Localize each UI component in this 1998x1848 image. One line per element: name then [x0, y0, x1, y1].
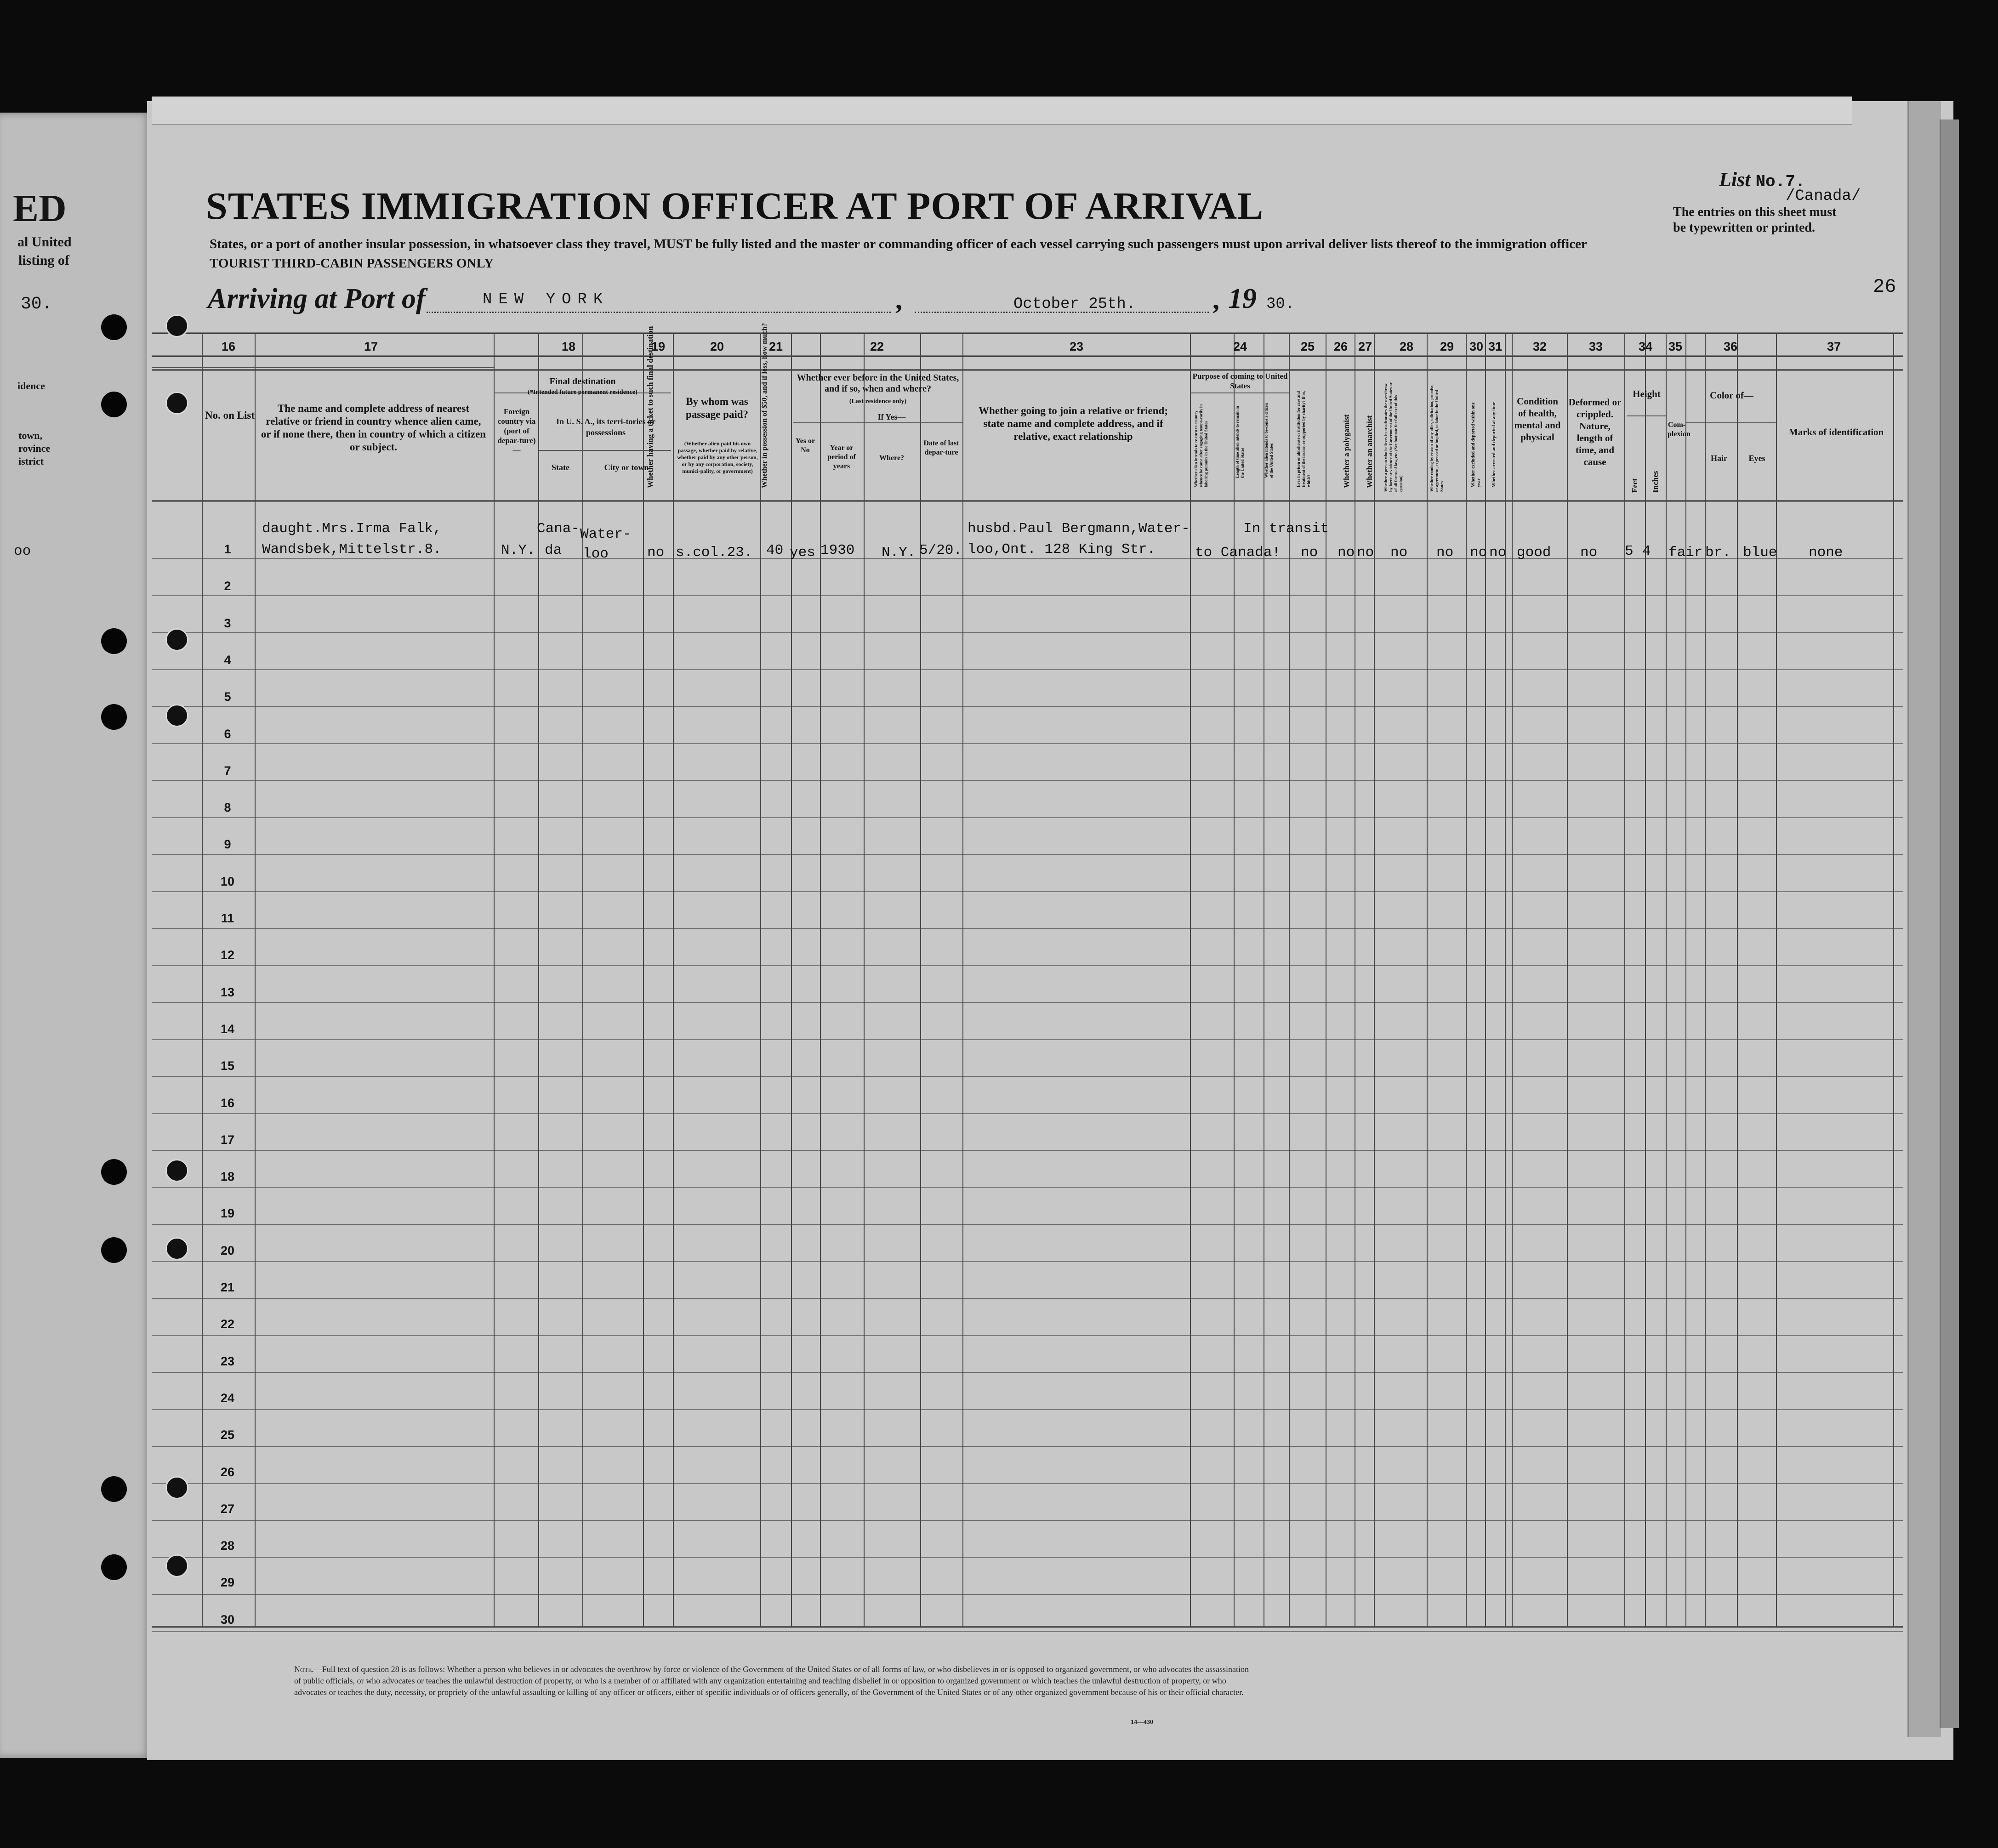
column-number: 23 — [1069, 340, 1084, 353]
left-page-year: 30. — [21, 294, 52, 314]
col36-eyes-header: Eyes — [1748, 454, 1765, 463]
purpose-line2: to Canada! — [1195, 545, 1281, 561]
column-number: 16 — [221, 340, 236, 353]
row-number: 3 — [224, 616, 231, 630]
col22-ifyes: If Yes— — [877, 412, 906, 421]
col24a-header: Whether alien intends to re-turn to country whence he came after engaging tempo-rarily in laboring pursuits in the United States — [1194, 404, 1208, 487]
purpose-line1: In transit — [1243, 521, 1329, 537]
form-number: 14—430 — [1131, 1719, 1153, 1726]
where-value: N.Y. — [882, 545, 916, 561]
column-number: 19 — [651, 340, 666, 353]
departure-date-value: 5/20. — [919, 542, 962, 558]
eyes-value: blue — [1743, 545, 1777, 561]
punch-hole — [101, 1237, 127, 1263]
row-number: 6 — [224, 727, 231, 741]
col18-city-header: City or town — [604, 463, 649, 472]
relative-address-line2: Wandsbek,Mittelstr.8. — [262, 541, 442, 557]
feet-value: 5 — [1625, 543, 1634, 559]
port-dotted-line — [427, 312, 891, 313]
col25-header: Ever in prison or almshouse or institution for care and treatment of the insane, or supported by charity? If so, which? — [1296, 391, 1311, 487]
port-value: NEW YORK — [483, 291, 609, 308]
join-relative-line2: loo,Ont. 128 King Str. — [968, 541, 1156, 557]
sheet-edge-under — [1940, 119, 1959, 1728]
city-value-line2: loo — [583, 546, 609, 562]
row-number: 4 — [224, 653, 231, 667]
column-number: 31 — [1488, 340, 1503, 353]
row-number: 12 — [220, 948, 235, 962]
col18-usa-header: In U. S. A., its terri-tories or possessions — [556, 417, 655, 437]
inches-value: 4 — [1642, 543, 1651, 559]
state-value-line2: da — [545, 542, 562, 558]
col22-year-header: Year or period of years — [827, 444, 856, 470]
punch-hole-ring — [165, 1159, 188, 1182]
col31-header: Whether arrested and deported at any time — [1491, 402, 1497, 487]
punch-hole — [101, 1476, 127, 1502]
passenger-class-line: TOURIST THIRD-CABIN PASSENGERS ONLY — [210, 256, 494, 271]
punch-hole-ring — [165, 314, 188, 337]
anarchist-value: no — [1357, 545, 1374, 561]
punch-hole-ring — [165, 1554, 188, 1577]
row-number: 5 — [224, 690, 231, 704]
column-number: 17 — [364, 340, 378, 353]
year-value: 1930 — [820, 542, 855, 558]
row-number: 26 — [220, 1465, 235, 1479]
punch-hole-ring — [165, 1476, 188, 1499]
row-number: 8 — [224, 801, 231, 815]
col22-where-header: Where? — [879, 454, 904, 462]
footnote — [294, 1664, 1250, 1698]
left-page-col-head: rovince — [18, 443, 51, 454]
ever-before-value: yes — [790, 545, 815, 561]
form-title: STATES IMMIGRATION OFFICER AT PORT OF ARRIVAL — [206, 185, 1264, 227]
year-suffix: 30. — [1266, 296, 1295, 313]
left-page-col-head: idence — [17, 380, 45, 392]
row-number: 17 — [220, 1132, 235, 1147]
state-value-line1: Cana- — [537, 521, 580, 537]
row-number: 1 — [224, 542, 231, 556]
row-number: 28 — [220, 1539, 235, 1553]
col22-date-header: Date of last depar-ture — [923, 439, 959, 456]
col32-header: Condition of health, mental and physical — [1514, 396, 1561, 443]
entries-note — [1673, 205, 1836, 236]
footnote-lead: Note. — [294, 1665, 314, 1674]
row-number: 27 — [220, 1501, 235, 1516]
column-number: 35 — [1668, 340, 1683, 353]
col18-note: (*Intended future permanent residence) — [528, 389, 638, 396]
column-number: 24 — [1233, 340, 1247, 353]
row-number: 24 — [220, 1391, 235, 1405]
money-value: 40 — [766, 542, 784, 558]
col37-header: Marks of identification — [1788, 426, 1884, 438]
q30-value: no — [1470, 545, 1487, 561]
arriving-label: Arriving at Port of — [208, 283, 426, 314]
punch-hole-ring — [165, 392, 188, 415]
col20-header: By whom was passage paid? — [685, 396, 749, 420]
column-number: 27 — [1358, 340, 1372, 353]
health-value: good — [1517, 545, 1551, 561]
entries-note-line: The entries on this sheet must — [1673, 205, 1837, 219]
col22-note: (Last residence only) — [849, 398, 907, 405]
col21-header: Whether in possession of $50, and if less, how much? — [761, 323, 768, 488]
row-number: 22 — [220, 1317, 235, 1331]
row-number: 14 — [220, 1022, 235, 1036]
column-number: 18 — [561, 340, 576, 353]
list-destination: /Canada/ — [1786, 188, 1861, 205]
list-label: List — [1719, 168, 1751, 191]
punch-hole — [101, 628, 127, 654]
row-number: 19 — [220, 1206, 235, 1221]
column-number-row — [0, 333, 1998, 356]
row-number: 7 — [224, 763, 231, 778]
marks-value: none — [1809, 545, 1843, 561]
col36-hair-header: Hair — [1711, 454, 1727, 463]
col18-state-header: State — [552, 463, 569, 472]
column-number: 28 — [1399, 340, 1414, 353]
polygamist-value: no — [1338, 545, 1355, 561]
column-number: 26 — [1333, 340, 1348, 353]
col17-header: The name and complete address of nearest relative or friend in country whence alien came, or if none there, then in country of which a citizen or subject. — [261, 403, 486, 453]
col18-foreign-header: Foreign country via (port of depar-ture)— — [497, 407, 536, 455]
column-number: 37 — [1827, 340, 1841, 353]
row-number: 30 — [220, 1612, 235, 1626]
row-number: 29 — [220, 1575, 235, 1590]
hair-value: br. — [1705, 545, 1731, 561]
col20-note: (Whether alien paid his own passage, whether paid by relative, whether paid by any other person, or by any corporation, society, munici-pality, or government) — [677, 440, 758, 474]
footnote-text: —Full text of question 28 is as follows: Whether a person who believes in or advocates the overthrow by force or violence of the Government of the United States or of all forms of law, or who disbelieves in or is opposed to organized government, or who advocates the assassination of public officials, or who advocates or teaches the unlawful destruction of property, or who is a member of or affiliated with any organization entertaining and teaching disbelief in or opposition to organized government or which teaches the unlawful destruction of property, or who advocates or teaches the duty, necessity, or propriety of the unlawful assaulting or killing of any officer or officers, either of specific individuals or of officers generally, of the Government of the United States or of any other organized government because of his or their official character. — [294, 1665, 1249, 1697]
date-value: October 25th. — [1013, 296, 1136, 313]
row-number: 9 — [224, 837, 231, 852]
form-subtitle: States, or a port of another insular possession, in whatsoever class they travel, MUST be fully listed and the master or commanding officer of each vessel carrying such passengers must upon arrival deliver lists thereof to the immigration officer — [210, 237, 1587, 251]
col36-header: Color of— — [1710, 390, 1753, 401]
punch-hole-ring — [165, 1237, 188, 1260]
column-number: 32 — [1532, 340, 1547, 353]
join-relative-line1: husbd.Paul Bergmann,Water- — [968, 521, 1190, 537]
left-page-col-head: istrict — [18, 455, 44, 467]
col30-header: Whether excluded and deported within one year — [1471, 402, 1481, 487]
column-number: 34 — [1638, 340, 1653, 353]
col26-header: Whether a polygamist — [1342, 414, 1351, 488]
col19-header: Whether having a ticket to such final destination — [646, 326, 655, 488]
comma: , — [1212, 284, 1219, 315]
punch-hole — [101, 1159, 127, 1185]
col28-header: Whether a person who believes in or advocates the overthrow by force or violence of the Government of the United States or of all forms of law, etc. (See footnote for full text of this question) — [1383, 382, 1403, 492]
q29-value: no — [1436, 545, 1454, 561]
column-number: 29 — [1440, 340, 1454, 353]
row-number: 2 — [224, 579, 231, 593]
col27-header: Whether an anarchist — [1365, 415, 1374, 488]
entries-note-line: be typewritten or printed. — [1673, 221, 1815, 235]
punch-hole — [101, 704, 127, 730]
col24-header: Purpose of coming to United States — [1192, 372, 1288, 390]
left-page-line: listing of — [18, 253, 69, 268]
col22-header: Whether ever before in the United States, and if so, when and where? — [797, 373, 959, 394]
row-number: 13 — [220, 985, 235, 999]
column-number: 21 — [768, 340, 783, 353]
row-number: 11 — [221, 911, 234, 925]
punch-hole — [101, 392, 127, 417]
complexion-value: fair — [1668, 545, 1703, 561]
punch-hole-ring — [165, 704, 188, 727]
left-page-title-fragment: ED — [13, 187, 67, 230]
col29-header: Whether coming by reason of any offer, solicitation, promise, or agreement, expressed or implied, to labor in the United States — [1429, 384, 1444, 492]
left-page-col-head: town, — [18, 430, 42, 441]
city-value-line1: Water- — [580, 526, 632, 542]
column-number: 25 — [1300, 340, 1315, 353]
column-number: 33 — [1588, 340, 1603, 353]
column-number: 36 — [1723, 340, 1738, 353]
col33-header: Deformed or crippled. Nature, length of time, and cause — [1568, 397, 1622, 467]
row-number: 21 — [220, 1280, 235, 1294]
relative-address-line1: daught.Mrs.Irma Falk, — [262, 521, 442, 537]
q28-value: no — [1390, 545, 1408, 561]
punch-hole — [101, 1554, 127, 1580]
left-page-line: al United — [17, 234, 72, 250]
column-number: 20 — [710, 340, 724, 353]
ticket-value: no — [647, 545, 665, 561]
col23-header: Whether going to join a relative or friend; state name and complete address, and if relative, exact relationship — [978, 405, 1168, 442]
left-page-value: oo — [14, 543, 31, 559]
row-number: 15 — [220, 1059, 235, 1073]
list-number-value: No.7. — [1755, 172, 1805, 191]
column-number: 22 — [870, 340, 884, 353]
year-prefix: 19 — [1228, 283, 1257, 314]
col35-header: Com-plexion — [1668, 421, 1691, 438]
comma: , — [895, 284, 902, 315]
col34-inches-header: Inches — [1651, 471, 1660, 493]
row-number: 16 — [220, 1096, 235, 1110]
page-number: 26 — [1873, 276, 1896, 298]
row-number: 10 — [220, 874, 235, 888]
passage-paid-value: s.col.23. — [676, 545, 753, 561]
q31-value: no — [1489, 545, 1507, 561]
col16-header: No. on List — [205, 409, 255, 421]
punch-hole-ring — [165, 628, 188, 651]
prison-value: no — [1301, 545, 1318, 561]
foreign-port-value: N.Y. — [501, 542, 535, 558]
sheet-top-strip — [152, 97, 1852, 125]
row-number: 23 — [220, 1354, 235, 1368]
col34-header: Height — [1633, 388, 1661, 399]
left-page-fragment — [0, 113, 152, 1758]
col24b-header: Length of time alien intends to remain in the United States — [1235, 406, 1245, 478]
col18-header: Final destination — [549, 376, 616, 387]
row-number: 25 — [220, 1428, 235, 1442]
row-number: 20 — [220, 1243, 235, 1257]
punch-hole — [101, 314, 127, 340]
col22-yesno-header: Yes or No — [795, 437, 815, 454]
col34-feet-header: Feet — [1630, 478, 1639, 493]
column-number: 30 — [1469, 340, 1484, 353]
deformed-value: no — [1580, 545, 1598, 561]
col24c-header: Whether alien intends to be-come a citizen of the United States — [1264, 403, 1274, 478]
row-number: 18 — [220, 1170, 235, 1184]
